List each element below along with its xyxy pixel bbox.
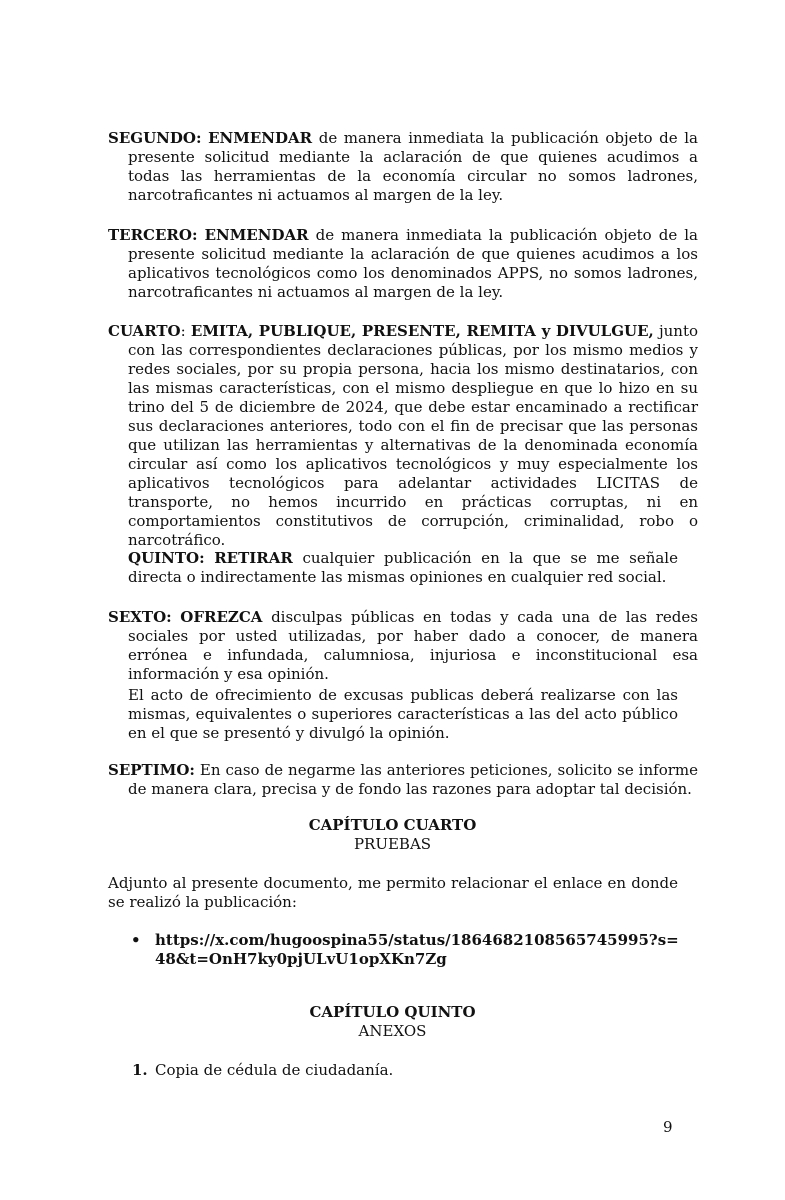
paragraph-septimo	[108, 761, 698, 799]
text-septimo: En caso de negarme las anteriores peticiones, solicito se informe de manera clara, precisa y de fondo las razones para adoptar tal decisión.	[128, 761, 698, 798]
chapter-heading-quinto	[0, 1003, 785, 1041]
chapter-subtitle-quinto: ANEXOS	[358, 1022, 427, 1040]
page-number: 9	[663, 1118, 673, 1136]
publication-link[interactable]: https://x.com/hugoospina55/status/1864682108565745995?s=48&t=OnH7ky0pjULvU1opXKn7Zg	[155, 931, 679, 968]
label-cuarto: CUARTO	[108, 322, 181, 340]
paragraph-tercero	[108, 226, 698, 302]
anexo-number: 1.	[132, 1061, 148, 1079]
text-cuarto: junto con las correspondientes declaraciones públicas, por los mismo medios y redes sociales, por su propia persona, hacia los mismo destinatarios, con las mismas características, con el mismo despliegue en que lo hizo en su trino del 5 de diciembre de 2024, que debe estar encaminado a rectificar sus declaraciones anteriores, todo con el fin de precisar que las personas que utilizan las herramientas y alternativas de la denominada economía circular así como los aplicativos tecnológicos y muy especialmente los aplicativos tecnológicos para adelantar actividades LICITAS de transporte, no hemos incurrido en prácticas corruptas, ni en comportamientos constitutivos de corrupción, criminalidad, robo o narcotráfico.	[128, 322, 698, 549]
action-sexto: OFREZCA	[180, 608, 263, 626]
paragraph-quinto	[128, 549, 678, 587]
paragraph-pruebas: Adjunto al presente documento, me permito relacionar el enlace en donde se realizó la publicación:	[108, 874, 678, 911]
action-quinto: RETIRAR	[214, 549, 293, 567]
label-septimo: SEPTIMO:	[108, 761, 195, 779]
text-segundo: de manera inmediata la publicación objeto de la presente solicitud mediante la aclaración de que quienes acudimos a todas las herramientas de la economía circular no somos ladrones, narcotraficantes ni actuamos al margen de la ley.	[128, 129, 698, 204]
bullet-icon: •	[131, 931, 141, 949]
chapter-title-quinto: CAPÍTULO QUINTO	[309, 1003, 476, 1021]
label-quinto: QUINTO:	[128, 549, 205, 567]
label-sexto: SEXTO:	[108, 608, 172, 626]
paragraph-sexto	[108, 608, 698, 684]
text-quinto: cualquier publicación en la que se me señale directa o indirectamente las mismas opiniones en cualquier red social.	[128, 549, 678, 586]
chapter-heading-cuarto	[0, 816, 785, 854]
action-cuarto: EMITA, PUBLIQUE, PRESENTE, REMITA y DIVULGUE,	[190, 322, 654, 340]
label-segundo: SEGUNDO:	[108, 129, 202, 147]
chapter-subtitle-cuarto: PRUEBAS	[353, 835, 432, 853]
action-tercero: ENMENDAR	[204, 226, 309, 244]
text-sexto: disculpas públicas en todas y cada una de las redes sociales por usted utilizadas, por haber dado a conocer, de manera errónea e infundada, calumniosa, injuriosa e inconstitucional esa información y esa opinión.	[128, 608, 698, 683]
sep-cuarto: :	[180, 322, 191, 340]
paragraph-segundo	[108, 129, 698, 205]
paragraph-cuarto	[108, 322, 698, 550]
label-tercero: TERCERO:	[108, 226, 198, 244]
anexo-item: Copia de cédula de ciudadanía.	[155, 1061, 394, 1079]
paragraph-sexto-extra: El acto de ofrecimiento de excusas publicas deberá realizarse con las mismas, equivalentes o superiores características a las del acto público en el que se presentó y divulgó la opinión.	[128, 686, 678, 742]
text-tercero: de manera inmediata la publicación objeto de la presente solicitud mediante la aclaración de que quienes acudimos a los aplicativos tecnológicos como los denominados APPS, no somos ladrones, narcotraficantes ni actuamos al margen de la ley.	[128, 226, 698, 301]
chapter-title-cuarto: CAPÍTULO CUARTO	[308, 816, 477, 834]
action-segundo: ENMENDAR	[208, 129, 313, 147]
